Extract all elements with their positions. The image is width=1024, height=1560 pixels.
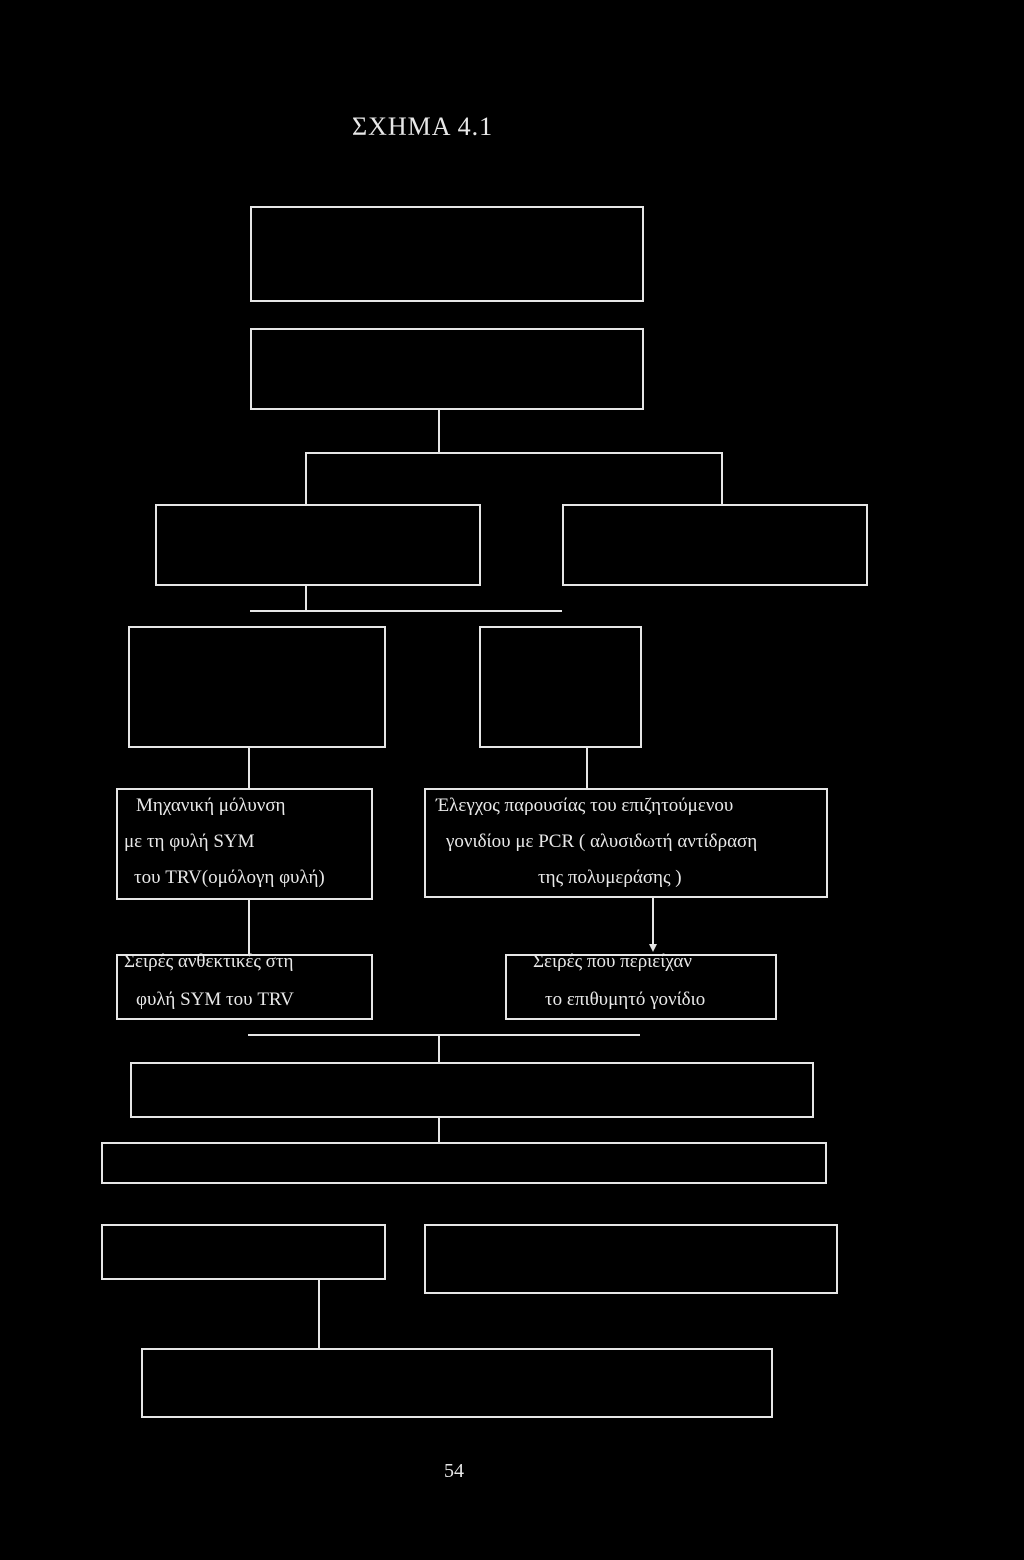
box-text-line: Σειρές που περιείχαν [533, 951, 692, 972]
connector-line [305, 452, 307, 504]
flow-box-7-left [101, 1224, 386, 1280]
connector-line [586, 748, 588, 788]
connector-line [438, 1034, 440, 1064]
flow-box-4-left [128, 626, 386, 748]
right-gene-lines-box [505, 951, 777, 1020]
right-pcr-box [424, 788, 828, 898]
flow-box-6 [101, 1142, 827, 1184]
connector-line [721, 452, 723, 504]
connector-line [305, 586, 307, 612]
connector-line [305, 452, 723, 454]
figure-title: ΣΧΗΜΑ 4.1 [352, 112, 494, 141]
left-inoculation-box [116, 788, 373, 900]
box-text-line: της πολυμεράσης ) [538, 867, 682, 888]
flow-box-1 [250, 206, 644, 302]
flow-box-5 [130, 1062, 814, 1118]
connector-line [652, 898, 654, 946]
left-resistant-lines-box [116, 951, 373, 1020]
box-text-line: φυλή SYM του TRV [136, 989, 294, 1010]
box-text-line: το επιθυμητό γονίδιο [545, 989, 706, 1010]
flow-box-3-left [155, 504, 481, 586]
flow-box-2 [250, 328, 644, 410]
connector-line [438, 1118, 440, 1144]
connector-line [438, 410, 440, 454]
box-text-line: με τη φυλή SYM [124, 831, 255, 852]
connector-line [318, 1280, 320, 1350]
page-number: 54 [444, 1460, 464, 1482]
flow-box-3-right [562, 504, 868, 586]
connector-line [248, 1034, 640, 1036]
box-text-line: Μηχανική μόλυνση [136, 795, 286, 816]
box-text-line: του TRV(ομόλογη φυλή) [134, 867, 325, 888]
box-text-line: Έλεγχος παρουσίας του επιζητούμενου [436, 795, 734, 816]
connector-line [248, 748, 250, 788]
flow-box-8 [141, 1348, 773, 1418]
box-text-line: Σειρές ανθεκτικές στη [124, 951, 294, 972]
connector-line [250, 610, 562, 612]
flow-box-7-right [424, 1224, 838, 1294]
flow-box-4-right [479, 626, 642, 748]
box-text-line: γονιδίου με PCR ( αλυσιδωτή αντίδραση [446, 831, 758, 852]
